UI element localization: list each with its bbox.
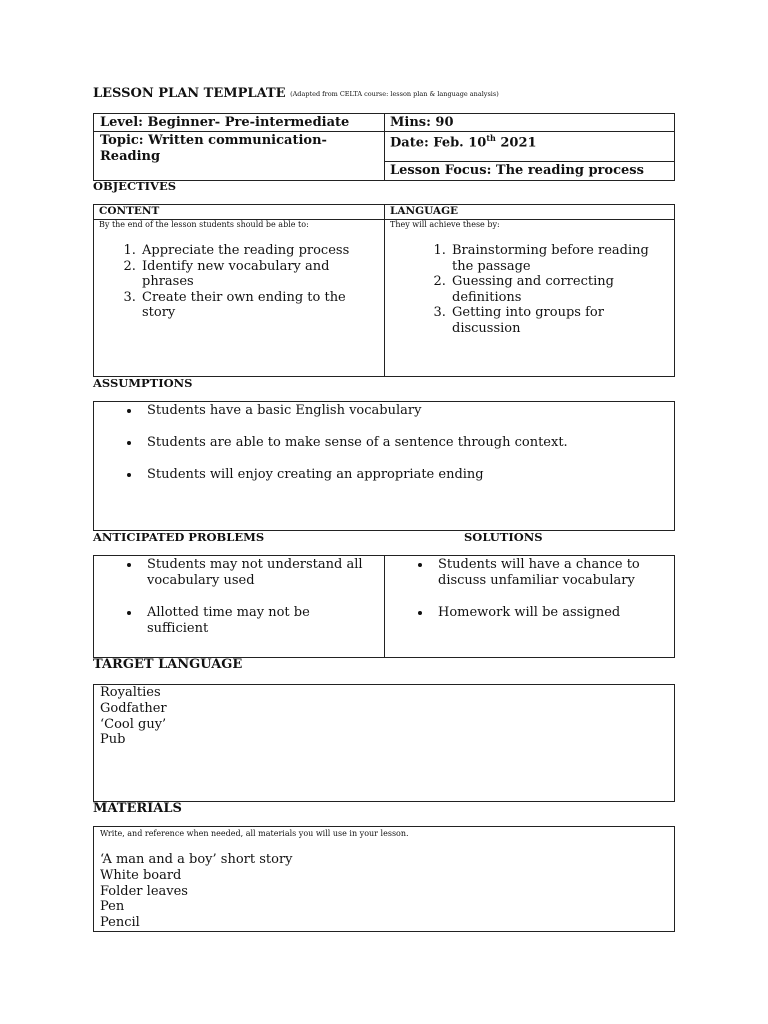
topic-field: Topic: Written communication-Reading — [100, 133, 327, 164]
list-item: ‘Cool guy’ — [100, 716, 167, 732]
list-item: • Students have a basic English vocabulary — [141, 403, 674, 419]
objectives-heading: OBJECTIVES — [93, 179, 177, 193]
language-list — [404, 243, 672, 337]
list-item: • Students will enjoy creating an appropriate ending — [141, 467, 674, 483]
problems-list — [94, 557, 382, 637]
title-note: (Adapted from CELTA course: lesson plan & language analysis) — [290, 90, 499, 98]
language-intro: They will achieve these by: — [390, 220, 500, 229]
solutions-heading: SOLUTIONS — [464, 530, 543, 544]
problems-col — [94, 557, 382, 637]
list-item: • Students are able to make sense of a sentence through context. — [141, 435, 674, 451]
target-language-box — [93, 684, 675, 802]
materials-box — [93, 826, 675, 932]
materials-intro: Write, and reference when needed, all materials you will use in your lesson. — [100, 829, 409, 838]
list-item: • Allotted time may not be sufficient — [141, 605, 382, 637]
date-year: 2021 — [495, 135, 537, 151]
content-list-wrap — [94, 243, 366, 321]
problems-table — [93, 555, 675, 658]
list-item: White board — [100, 867, 182, 883]
level-field: Level: Beginner- Pre-intermediate — [100, 115, 350, 130]
header-table — [93, 113, 675, 181]
list-item: Royalties — [100, 685, 161, 700]
target-language-list — [100, 685, 167, 748]
solutions-col — [385, 557, 674, 621]
list-item: Pen — [100, 899, 125, 915]
list-item: • Students will have a chance to discuss unfamiliar vocabulary — [432, 557, 674, 589]
list-item: 1. Brainstorming before reading the passage — [450, 243, 672, 274]
materials-list — [100, 852, 293, 931]
list-item: 3. Create their own ending to the story — [140, 290, 366, 321]
date-sup: th — [486, 133, 496, 143]
title-main: LESSON PLAN TEMPLATE — [93, 86, 286, 101]
list-item: Pencil — [100, 915, 140, 931]
content-header: CONTENT — [99, 205, 160, 217]
list-item: • Students may not understand all vocabulary used — [141, 557, 382, 589]
materials-heading: MATERIALS — [93, 801, 182, 816]
language-header: LANGUAGE — [390, 205, 459, 217]
lesson-focus-field: Lesson Focus: The reading process — [390, 163, 644, 178]
content-intro: By the end of the lesson students should be able to: — [99, 220, 309, 229]
content-list — [94, 243, 366, 321]
list-item: ‘A man and a boy’ short story — [100, 852, 293, 867]
language-list-wrap — [404, 243, 672, 337]
assumptions-heading: ASSUMPTIONS — [93, 376, 193, 390]
list-item: 2. Identify new vocabulary and phrases — [140, 259, 366, 290]
objectives-table — [93, 204, 675, 377]
list-item: Folder leaves — [100, 883, 188, 899]
list-item: 1. Appreciate the reading process — [140, 243, 366, 259]
target-language-heading: TARGET LANGUAGE — [93, 657, 243, 672]
list-item: • Homework will be assigned — [432, 605, 674, 621]
assumptions-box — [93, 401, 675, 531]
solutions-list — [385, 557, 674, 621]
list-item: 3. Getting into groups for discussion — [450, 305, 672, 336]
document-title — [93, 86, 499, 101]
list-item: Pub — [100, 732, 126, 748]
date-prefix: Date: Feb. 10 — [390, 135, 487, 151]
list-item: 2. Guessing and correcting definitions — [450, 274, 672, 305]
list-item: Godfather — [100, 700, 167, 716]
assumptions-list — [94, 403, 674, 483]
date-field — [390, 133, 537, 150]
mins-field: Mins: 90 — [390, 115, 454, 130]
problems-heading: ANTICIPATED PROBLEMS — [93, 530, 265, 544]
